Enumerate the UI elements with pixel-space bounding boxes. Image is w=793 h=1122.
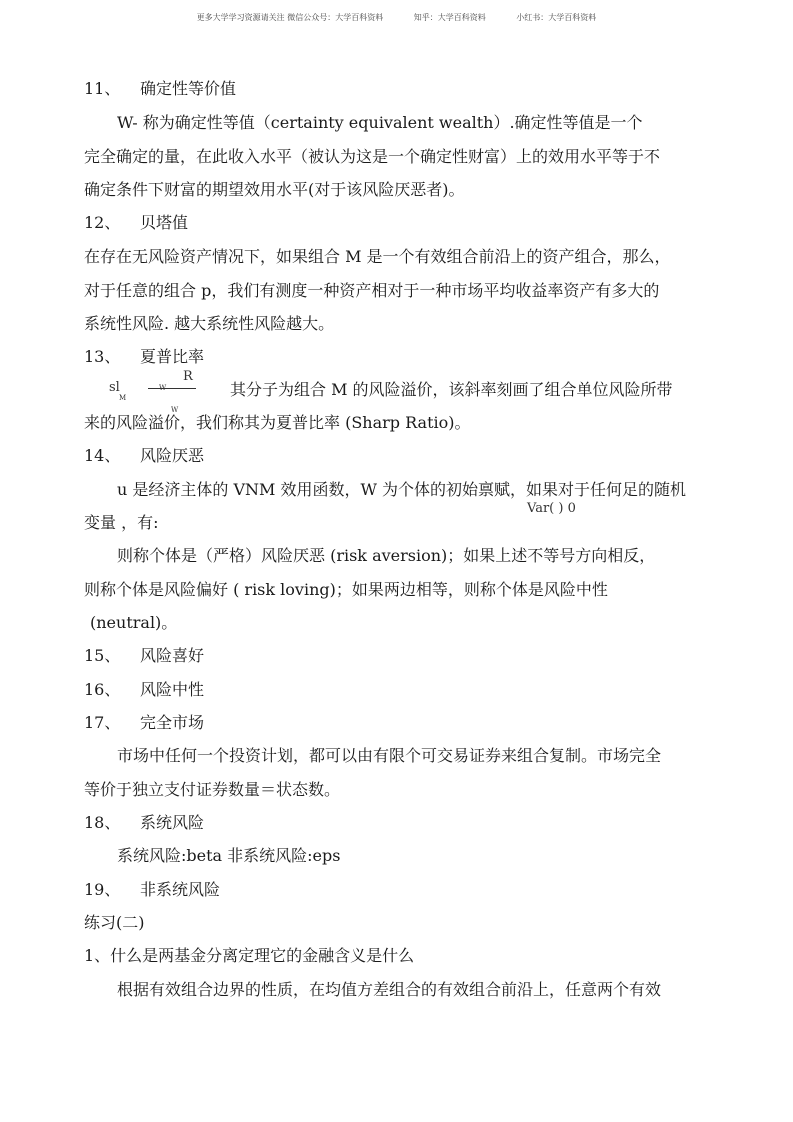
paragraph-line: 则称个体是（严格）风险厌恶 (risk aversion)；如果上述不等号方向相反， xyxy=(117,546,656,565)
item-18-heading xyxy=(84,812,707,834)
item-number: 16、 xyxy=(84,680,121,699)
item-title: 贝塔值 xyxy=(140,213,189,232)
paragraph-line: 对于任意的组合 p，我们有测度一种资产相对于一种市场平均收益率资产有多大的 xyxy=(84,281,660,300)
item-number: 13、 xyxy=(84,347,121,366)
item-15-heading xyxy=(84,645,707,667)
paragraph-line: 等价于独立支付证券数量＝状态数。 xyxy=(84,780,341,799)
exercise-question: 1、什么是两基金分离定理它的金融含义是什么 xyxy=(84,946,415,965)
paragraph-line: 根据有效组合边界的性质，在均值方差组合的有效组合前沿上，任意两个有效 xyxy=(117,980,662,999)
item-number: 17、 xyxy=(84,713,121,732)
item-title: 确定性等价值 xyxy=(140,79,237,98)
paragraph-line: 系统性风险. 越大系统性风险越大。 xyxy=(84,314,335,333)
formula-sl: sl xyxy=(109,380,120,395)
item-number: 11、 xyxy=(84,79,121,98)
header-zhihu: 知乎：大学百科资料 xyxy=(413,13,486,22)
item-number: 14、 xyxy=(84,446,121,465)
header-xiaohongshu: 小红书：大学百科资料 xyxy=(516,13,597,22)
item-title: 风险中性 xyxy=(140,680,205,699)
paragraph-line: 市场中任何一个投资计划，都可以由有限个可交易证券来组合复制。市场完全 xyxy=(117,746,662,765)
item-title: 夏普比率 xyxy=(140,347,205,366)
item-number: 12、 xyxy=(84,213,121,232)
paragraph-line: u 是经济主体的 VNM 效用函数，W 为个体的初始禀赋，如果对于任何足的随机 xyxy=(117,480,687,499)
formula-subscript-m: M xyxy=(119,394,127,402)
header-wechat: 更多大学学习资源请关注 微信公众号：大学百科资料 xyxy=(196,13,384,22)
item-19-heading xyxy=(84,879,707,901)
paragraph-line: 则称个体是风险偏好 ( risk loving)；如果两边相等，则称个体是风险中性 xyxy=(84,580,608,599)
paragraph-line: 变量 ，有: xyxy=(84,513,159,532)
item-11-heading xyxy=(84,78,707,100)
paragraph-line: W- 称为确定性等值（certainty equivalent wealth）.确定性等值是一个 xyxy=(117,113,643,132)
paragraph-line: 其分子为组合 M 的风险溢价，该斜率刻画了组合单位风险所带 xyxy=(230,380,673,399)
item-number: 18、 xyxy=(84,813,121,832)
formula-dash-w: W xyxy=(159,384,167,392)
formula-fraction-bar xyxy=(148,388,196,389)
formula-subscript-w: W xyxy=(171,406,179,414)
item-16-heading xyxy=(84,679,707,701)
item-12-heading xyxy=(84,212,707,234)
item-title: 风险厌恶 xyxy=(140,446,205,465)
item-17-heading xyxy=(84,712,707,734)
formula-numerator-r: R xyxy=(183,369,193,384)
paragraph-line: 来的风险溢价，我们称其为夏普比率 (Sharp Ratio)。 xyxy=(84,413,471,432)
item-title: 系统风险 xyxy=(140,813,205,832)
item-title: 风险喜好 xyxy=(140,646,205,665)
item-title: 非系统风险 xyxy=(140,880,221,899)
exercise-title: 练习(二) xyxy=(84,913,145,932)
paragraph-line: 系统风险:beta 非系统风险:eps xyxy=(117,846,341,865)
page-header xyxy=(0,12,793,23)
paragraph-line: (neutral)。 xyxy=(90,613,178,632)
item-14-heading xyxy=(84,445,707,467)
variance-condition: Var( ) 0 xyxy=(527,501,576,516)
item-number: 19、 xyxy=(84,880,121,899)
paragraph-line: 在存在无风险资产情况下，如果组合 M 是一个有效组合前沿上的资产组合，那么， xyxy=(84,247,671,266)
item-13-heading xyxy=(84,346,707,368)
paragraph-line: 确定条件下财富的期望效用水平(对于该风险厌恶者)。 xyxy=(84,180,465,199)
paragraph-line: 完全确定的量，在此收入水平（被认为这是一个确定性财富）上的效用水平等于不 xyxy=(84,147,661,166)
item-title: 完全市场 xyxy=(140,713,205,732)
item-number: 15、 xyxy=(84,646,121,665)
